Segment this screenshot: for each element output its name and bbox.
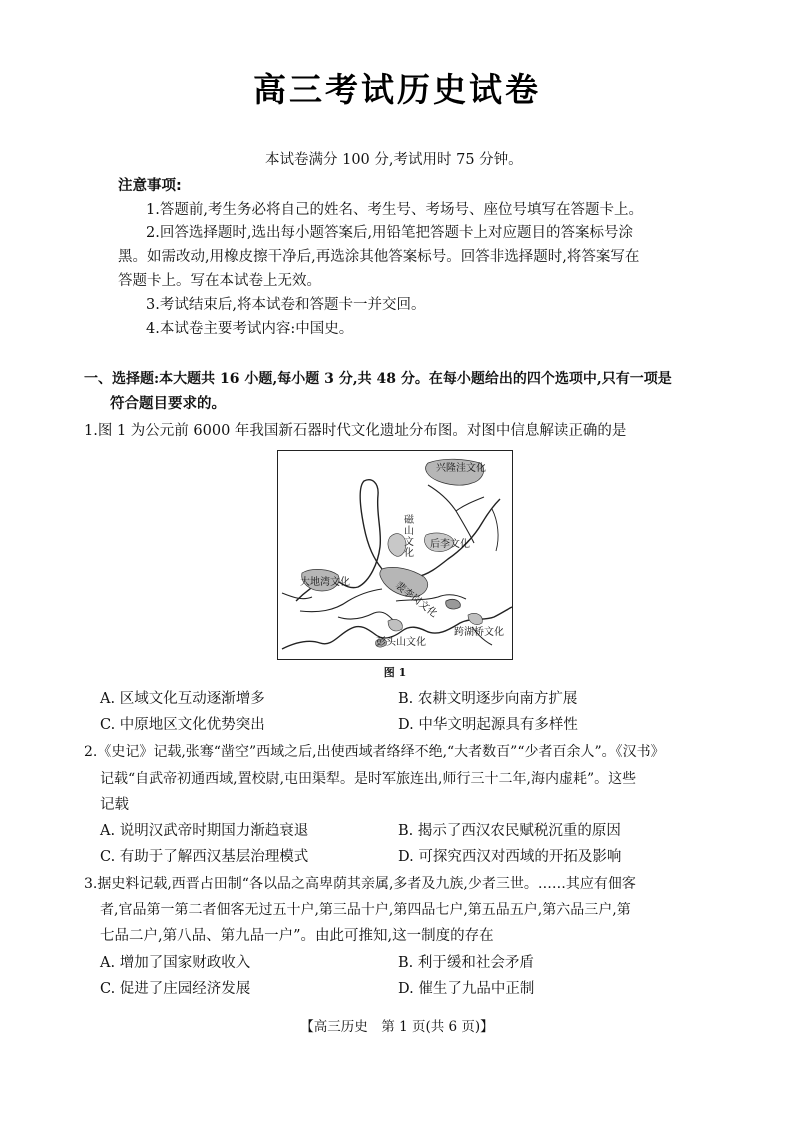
question-3-stem-cont: 七品二户,第八品、第九品一户”。由此可推知,这一制度的存在 bbox=[100, 928, 494, 944]
notice-line: 3.考试结束后,将本试卷和答题卡一并交回。 bbox=[146, 297, 426, 313]
q3-option-c: C. 促进了庄园经济发展 bbox=[100, 981, 251, 997]
question-3-stem-cont: 者,官品第一第二者佃客无过五十户,第三品十户,第四品七户,第五品五户,第六品三户,第 bbox=[100, 902, 631, 918]
question-3-stem: 3.据史料记载,西晋占田制“各以品之高卑荫其亲属,多者及九族,少者三世。……其应有佃客 bbox=[84, 876, 636, 892]
map-label-kuahuqiao: 跨湖桥文化 bbox=[454, 627, 504, 638]
notice-line: 黑。如需改动,用橡皮擦干净后,再选涂其他答案标号。回答非选择题时,将答案写在 bbox=[118, 249, 640, 265]
map-label-houli: 后李文化 bbox=[430, 539, 470, 550]
figure-caption: 图 1 bbox=[383, 666, 407, 679]
q3-option-a: A. 增加了国家财政收入 bbox=[100, 955, 251, 971]
q2-option-b: B. 揭示了西汉农民赋税沉重的原因 bbox=[398, 823, 621, 839]
q1-option-d: D. 中华文明起源具有多样性 bbox=[398, 717, 578, 733]
neolithic-map-figure bbox=[277, 450, 513, 660]
pengtoushan-region bbox=[388, 619, 402, 631]
notice-line: 1.答题前,考生务必将自己的姓名、考生号、考场号、座位号填写在答题卡上。 bbox=[146, 202, 643, 218]
q1-option-a: A. 区域文化互动逐渐增多 bbox=[100, 691, 265, 707]
kuahuqiao-region bbox=[468, 613, 482, 624]
q2-option-d: D. 可探究西汉对西域的开拓及影响 bbox=[398, 849, 622, 865]
map-label-cishan: 磁山文化 bbox=[404, 515, 414, 559]
q2-option-a: A. 说明汉武帝时期国力渐趋衰退 bbox=[100, 823, 309, 839]
map-label-pengtoushan: 彭头山文化 bbox=[376, 637, 426, 648]
map-label-xinglongwa: 兴隆洼文化 bbox=[436, 463, 486, 474]
notice-heading: 注意事项: bbox=[118, 178, 182, 194]
notice-line: 答题卡上。写在本试卷上无效。 bbox=[118, 273, 321, 289]
section-heading-cont: 符合题目要求的。 bbox=[110, 395, 226, 412]
exam-info: 本试卷满分 100 分,考试用时 75 分钟。 bbox=[265, 152, 523, 168]
question-2-stem-cont: 记载“自武帝初通西域,置校尉,屯田渠犁。是时军旅连出,师行三十二年,海内虚耗”。这些 bbox=[100, 771, 637, 787]
page-footer: 【高三历史 第 1 页(共 6 页)】 bbox=[300, 1019, 494, 1035]
page-title: 高三考试历史试卷 bbox=[253, 70, 541, 109]
section-heading: 一、选择题:本大题共 16 小题,每小题 3 分,共 48 分。在每小题给出的四个选项中,只有一项是 bbox=[84, 371, 672, 387]
q3-option-d: D. 催生了九品中正制 bbox=[398, 981, 535, 997]
question-2-stem-cont: 记载 bbox=[100, 797, 129, 813]
notice-line: 2.回答选择题时,选出每小题答案后,用铅笔把答题卡上对应题目的答案标号涂 bbox=[146, 225, 634, 241]
q1-option-b: B. 农耕文明逐步向南方扩展 bbox=[398, 691, 578, 707]
q1-option-c: C. 中原地区文化优势突出 bbox=[100, 717, 265, 733]
question-2-stem: 2.《史记》记载,张骞“凿空”西域之后,出使西域者络绎不绝,“大者数百”“少者百余人”。《汉书》 bbox=[84, 744, 665, 760]
question-1-stem: 1.图 1 为公元前 6000 年我国新石器时代文化遗址分布图。对图中信息解读正确的是 bbox=[84, 423, 627, 439]
q3-option-b: B. 利于缓和社会矛盾 bbox=[398, 955, 534, 971]
q2-option-c: C. 有助于了解西汉基层治理模式 bbox=[100, 849, 309, 865]
map-label-dadiwan: 大地湾文化 bbox=[300, 577, 350, 588]
notice-line: 4.本试卷主要考试内容:中国史。 bbox=[146, 321, 354, 337]
map-label-peiligang: 裴李岗文化 bbox=[392, 580, 440, 620]
